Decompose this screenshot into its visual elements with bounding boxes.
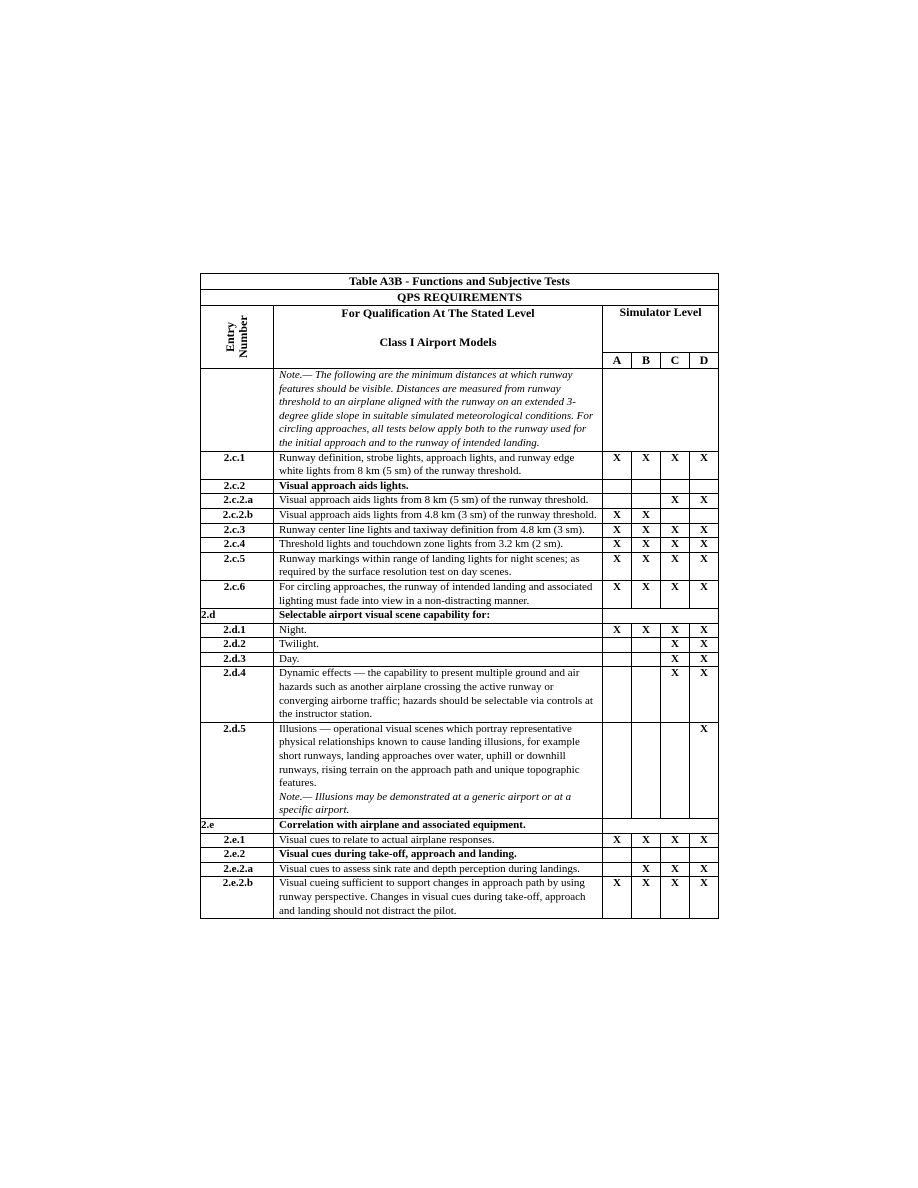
level-c-mark: X	[661, 652, 690, 667]
level-d-mark: X	[690, 523, 719, 538]
level-a-mark: X	[603, 523, 632, 538]
level-a-mark	[603, 638, 632, 653]
level-b-mark: X	[632, 451, 661, 479]
table-row	[201, 877, 719, 919]
level-d-header: D	[690, 353, 719, 369]
level-a-mark: X	[603, 833, 632, 848]
requirement-description	[274, 538, 603, 553]
requirement-text: Runway center line lights and taxiway definition from 4.8 km (3 sm).	[279, 523, 585, 536]
requirement-text: Visual cueing sufficient to support changes in approach path by using runway perspective. Changes in visual cues during take-off, approach and landing should not distract the pilot.	[279, 877, 586, 917]
requirement-text: Correlation with airplane and associated equipment.	[279, 819, 526, 831]
table-row	[201, 609, 719, 624]
requirement-description	[274, 623, 603, 638]
level-c-mark	[661, 848, 690, 863]
level-a-mark: X	[603, 580, 632, 608]
requirement-description	[274, 523, 603, 538]
entry-number: 2.e.2.a	[201, 862, 274, 877]
level-a-mark: X	[603, 538, 632, 553]
entry-number: 2.c.4	[201, 538, 274, 553]
level-c-mark: X	[661, 877, 690, 919]
level-c-mark: X	[661, 494, 690, 509]
qualification-header	[274, 306, 603, 369]
level-a-mark	[603, 667, 632, 722]
requirement-description	[274, 667, 603, 722]
entry-number: 2.c.2	[201, 479, 274, 494]
title-row	[201, 274, 719, 290]
table-row	[201, 667, 719, 722]
level-c-mark	[661, 479, 690, 494]
header-row	[201, 306, 719, 353]
table-row	[201, 848, 719, 863]
level-c-mark: X	[661, 538, 690, 553]
table-row	[201, 623, 719, 638]
level-a-mark: X	[603, 508, 632, 523]
level-d-mark: X	[690, 862, 719, 877]
requirement-text: Illusions — operational visual scenes which portray representative physical relationships known to cause landing illusions, for example short runways, landing approaches over water, uphill or downhill runways, rising terrain on the approach path and unique topographic features.	[279, 722, 580, 790]
level-b-mark	[632, 848, 661, 863]
level-c-mark: X	[661, 638, 690, 653]
requirement-text: Runway markings within range of landing lights for night scenes; as required by the surface resolution test on day scenes.	[279, 552, 580, 579]
level-c-mark: X	[661, 833, 690, 848]
level-d-mark: X	[690, 451, 719, 479]
requirement-text: Night.	[279, 623, 307, 636]
level-c-mark	[661, 722, 690, 818]
requirement-text: Visual cues to relate to actual airplane responses.	[279, 833, 495, 846]
entry-number: 2.c.2.a	[201, 494, 274, 509]
level-d-mark: X	[690, 538, 719, 553]
table-row	[201, 722, 719, 818]
table-row	[201, 523, 719, 538]
entry-number: 2.e.2	[201, 848, 274, 863]
level-b-mark: X	[632, 833, 661, 848]
level-b-mark: X	[632, 508, 661, 523]
level-a-mark: X	[603, 451, 632, 479]
table-row	[201, 819, 719, 834]
requirement-description	[274, 609, 603, 624]
entry-number: 2.c.3	[201, 523, 274, 538]
table-subtitle: QPS REQUIREMENTS	[201, 290, 719, 306]
entry-number: 2.d.2	[201, 638, 274, 653]
level-d-mark: X	[690, 667, 719, 722]
table-row	[201, 580, 719, 608]
level-b-mark: X	[632, 580, 661, 608]
requirement-text: Visual cues during take-off, approach and landing.	[279, 848, 517, 861]
level-b-mark	[632, 638, 661, 653]
requirement-text: Day.	[279, 652, 300, 665]
level-d-mark: X	[690, 494, 719, 509]
table-row	[201, 652, 719, 667]
intro-note-entry	[201, 369, 274, 452]
requirement-note: Note.— Illusions may be demonstrated at a generic airport or at a specific airport.	[279, 790, 572, 817]
level-d-mark: X	[690, 638, 719, 653]
table-row	[201, 538, 719, 553]
level-c-mark: X	[661, 523, 690, 538]
entry-number: 2.c.2.b	[201, 508, 274, 523]
entry-number-header	[201, 306, 274, 369]
level-c-header: C	[661, 353, 690, 369]
requirement-description	[274, 580, 603, 608]
requirement-description	[274, 862, 603, 877]
entry-number: 2.d.3	[201, 652, 274, 667]
requirement-description	[274, 819, 603, 834]
level-c-mark: X	[661, 623, 690, 638]
level-b-header: B	[632, 353, 661, 369]
table-title: Table A3B - Functions and Subjective Tests	[201, 274, 719, 290]
requirement-description	[274, 848, 603, 863]
level-c-mark: X	[661, 580, 690, 608]
level-d-mark: X	[690, 652, 719, 667]
requirement-description	[274, 552, 603, 580]
level-c-mark: X	[661, 451, 690, 479]
level-b-mark: X	[632, 877, 661, 919]
level-a-header: A	[603, 353, 632, 369]
level-b-mark: X	[632, 623, 661, 638]
level-b-mark	[632, 652, 661, 667]
entry-number: 2.d.4	[201, 667, 274, 722]
level-a-mark: X	[603, 877, 632, 919]
level-b-mark	[632, 667, 661, 722]
entry-number: 2.c.5	[201, 552, 274, 580]
level-b-mark	[632, 494, 661, 509]
table-row	[201, 552, 719, 580]
table-body	[201, 274, 719, 919]
table-row	[201, 508, 719, 523]
qualification-label: For Qualification At The Stated Level	[341, 306, 535, 320]
requirement-description	[274, 494, 603, 509]
level-a-mark: X	[603, 623, 632, 638]
level-b-mark	[632, 722, 661, 818]
level-a-mark	[603, 848, 632, 863]
subtitle-row	[201, 290, 719, 306]
entry-number: 2.e.1	[201, 833, 274, 848]
entry-number: 2.c.1	[201, 451, 274, 479]
level-a-mark	[603, 862, 632, 877]
level-b-mark: X	[632, 552, 661, 580]
entry-number: 2.c.6	[201, 580, 274, 608]
level-b-mark: X	[632, 538, 661, 553]
level-d-mark: X	[690, 552, 719, 580]
requirement-text: Threshold lights and touchdown zone lights from 3.2 km (2 sm).	[279, 538, 564, 551]
level-d-mark: X	[690, 722, 719, 818]
requirement-description	[274, 722, 603, 818]
level-b-mark: X	[632, 523, 661, 538]
entry-number: 2.e.2.b	[201, 877, 274, 919]
requirement-description	[274, 652, 603, 667]
entry-number: 2.d.5	[201, 722, 274, 818]
level-d-mark	[690, 508, 719, 523]
level-d-mark: X	[690, 623, 719, 638]
entry-number: 2.e	[201, 819, 274, 834]
table-row	[201, 638, 719, 653]
level-d-mark	[690, 848, 719, 863]
level-c-mark: X	[661, 862, 690, 877]
level-c-mark	[661, 508, 690, 523]
entry-number: 2.d.1	[201, 623, 274, 638]
requirement-text: Runway definition, strobe lights, approach lights, and runway edge white lights from 8 km (5 sm) of the runway threshold.	[279, 451, 575, 478]
simulator-level-header: Simulator Level	[603, 306, 719, 353]
table-row	[201, 862, 719, 877]
requirement-text: Visual cues to assess sink rate and depth perception during landings.	[279, 862, 580, 875]
table-row	[201, 494, 719, 509]
requirement-text: For circling approaches, the runway of intended landing and associated lighting must fade into view in a non-distracting manner.	[279, 580, 593, 607]
requirement-text: Visual approach aids lights.	[279, 479, 409, 492]
qps-requirements-table	[200, 273, 719, 919]
level-a-mark: X	[603, 552, 632, 580]
requirement-description	[274, 877, 603, 919]
requirement-text: Dynamic effects — the capability to present multiple ground and air hazards such as another airplane crossing the active runway or converging airborne traffic; hazards should be selectable via controls at the instructor station.	[279, 667, 593, 721]
level-a-mark	[603, 722, 632, 818]
intro-note: Note.— The following are the minimum distances at which runway features should be visible. Distances are measured from runway threshold to an airplane aligned with the runway on an extended 3-degree glide slope in suitable simulated meteorological conditions. For circling approaches, all tests below apply both to the runway used for the initial approach and to the runway of intended landing.	[274, 369, 603, 452]
intro-note-row	[201, 369, 719, 452]
intro-note-levels	[603, 369, 719, 452]
requirement-description	[274, 479, 603, 494]
entry-number-label: Entry Number	[223, 315, 250, 359]
level-d-mark: X	[690, 877, 719, 919]
level-d-mark: X	[690, 833, 719, 848]
requirement-description	[274, 451, 603, 479]
table-row	[201, 451, 719, 479]
level-a-mark	[603, 494, 632, 509]
level-d-mark	[690, 479, 719, 494]
level-b-mark	[632, 479, 661, 494]
table-row	[201, 833, 719, 848]
section-level-cells	[603, 819, 719, 834]
requirement-text: Selectable airport visual scene capability for:	[279, 609, 491, 622]
level-c-mark: X	[661, 667, 690, 722]
level-d-mark: X	[690, 580, 719, 608]
requirement-description	[274, 638, 603, 653]
table-row	[201, 479, 719, 494]
model-label: Class I Airport Models	[379, 335, 497, 349]
requirement-text: Visual approach aids lights from 8 km (5 sm) of the runway threshold.	[279, 494, 589, 507]
level-a-mark	[603, 652, 632, 667]
section-level-cells	[603, 609, 719, 624]
requirement-description	[274, 508, 603, 523]
entry-number: 2.d	[201, 609, 274, 624]
level-b-mark: X	[632, 862, 661, 877]
requirement-description	[274, 833, 603, 848]
requirement-text: Visual approach aids lights from 4.8 km (3 sm) of the runway threshold.	[279, 508, 597, 521]
level-c-mark: X	[661, 552, 690, 580]
requirement-text: Twilight.	[279, 638, 319, 651]
level-a-mark	[603, 479, 632, 494]
